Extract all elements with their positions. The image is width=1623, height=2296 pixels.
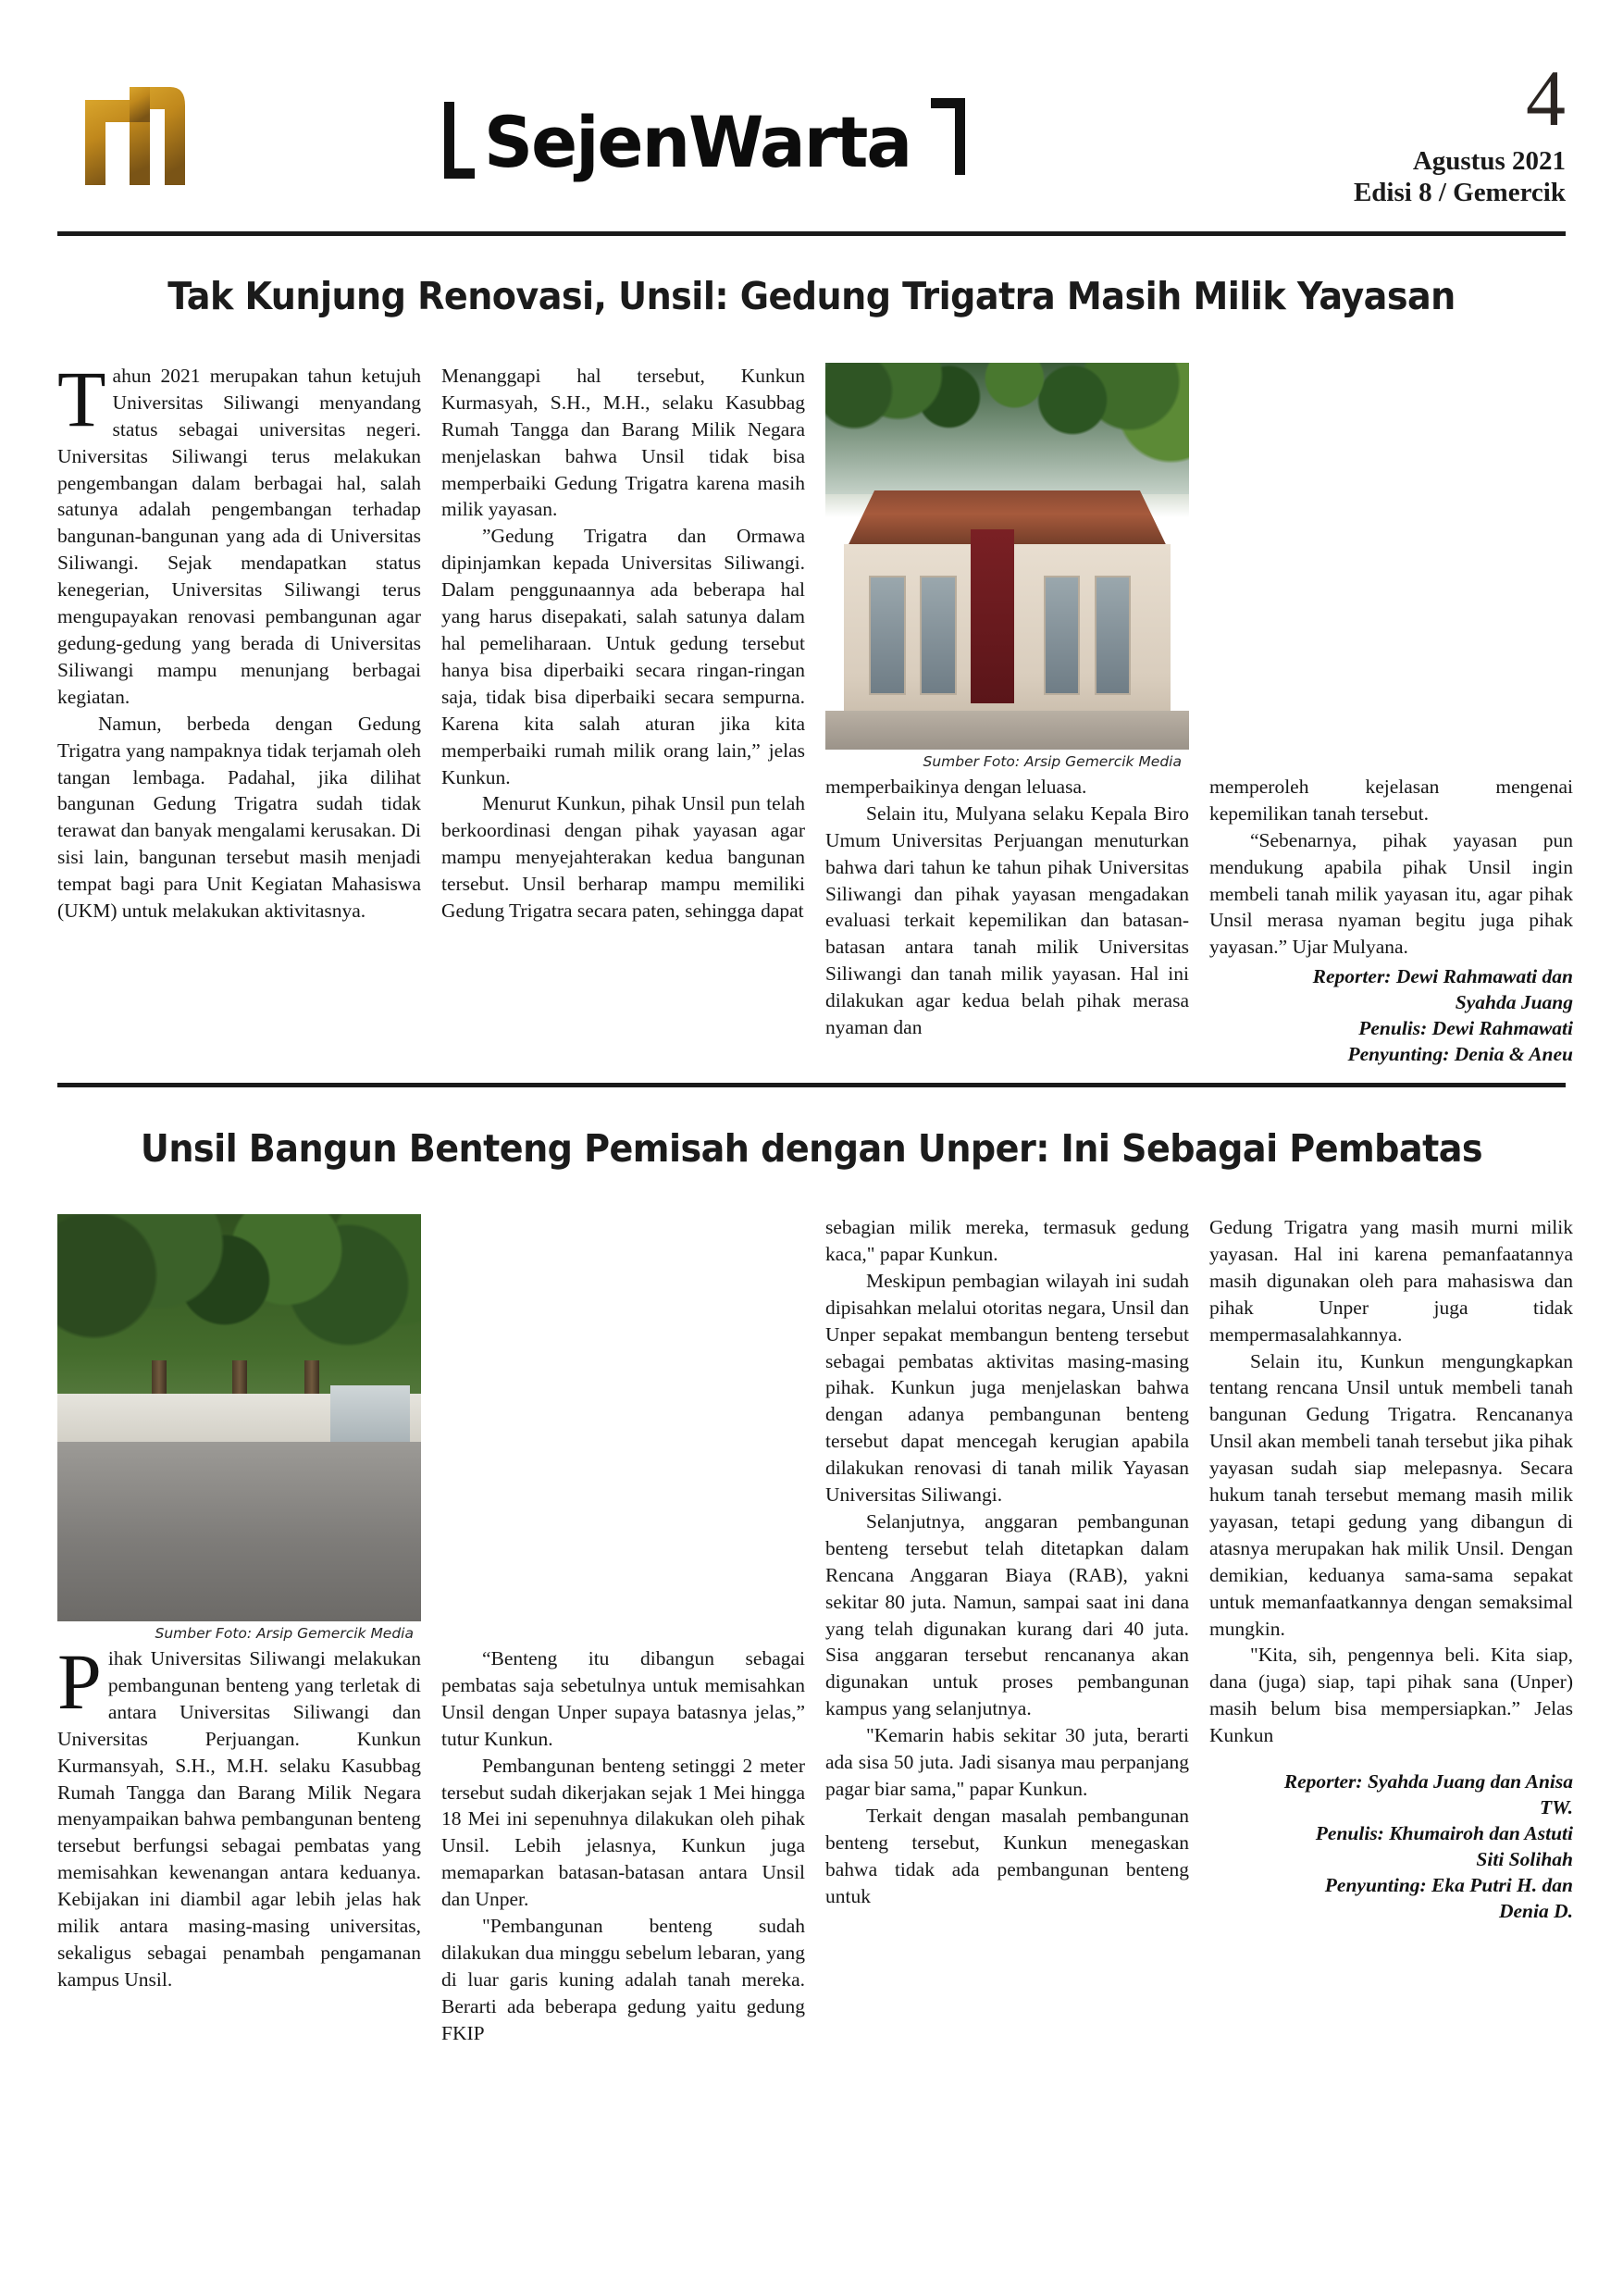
- paragraph: Terkait dengan masalah pembangunan benteng tersebut, Kunkun menegaskan bahwa tidak ada pembangunan benteng untuk: [825, 1804, 1189, 1907]
- sejen-warta-monogram-icon: [81, 81, 211, 188]
- paragraph: “Benteng itu dibangun sebagai pembatas saja sebetulnya untuk memisahkan Unsil dengan Unper supaya batasnya jelas,” tutur Kunkun.: [441, 1646, 805, 1750]
- issue-edition: Edisi 8 / Gemercik: [1353, 178, 1566, 208]
- masthead-info: [1353, 54, 1566, 209]
- byline-line: Penulis: Dewi Rahmawati: [1358, 1017, 1573, 1040]
- byline-line: Penyunting: Denia & Aneu: [1347, 1043, 1573, 1066]
- paragraph: Tahun 2021 merupakan tahun ketujuh Universitas Siliwangi menyandang status sebagai universitas negeri. Universitas Siliwangi terus melakukan pengembangan dalam berbagai hal, salah satunya adalah pengembangan terhadap bangunan-bangunan yang ada di Universitas Siliwangi. Sejak mendapatkan status kenegerian, Universitas Siliwangi terus mengupayakan renovasi pembangunan agar gedung-gedung yang berada di Universitas Siliwangi mampu menunjang berbagai kegiatan.: [57, 354, 421, 708]
- page-number: 4: [1526, 54, 1566, 143]
- masthead-divider: [57, 231, 1566, 236]
- paragraph: "Kita, sih, pengennya beli. Kita siap, dana (juga) siap, tapi pihak sana (Unper) masih belum bisa mempersiapkan.” Jelas Kunkun: [1209, 1644, 1573, 1747]
- byline-line: Penulis: Khumairoh dan Astuti: [1315, 1821, 1573, 1844]
- byline-line: Syahda Juang: [1455, 991, 1573, 1014]
- paragraph: memperoleh kejelasan mengenai kepemilikan tanah tersebut.: [1209, 775, 1573, 825]
- byline-line: Penyunting: Eka Putri H. dan: [1324, 1873, 1573, 1896]
- photo-caption: Sumber Foto: Arsip Gemercik Media: [923, 752, 1182, 770]
- paragraph: Menurut Kunkun, pihak Unsil pun telah berkoordinasi dengan pihak yayasan agar mampu menyejahterakan kedua bangunan tersebut. Unsil berharap mampu memiliki Gedung Trigatra secara paten, sehingga dapat: [441, 792, 805, 923]
- paragraph: Pihak Universitas Siliwangi melakukan pembangunan benteng yang terletak di antara Universitas Siliwangi dan Universitas Perjuangan. Kunkun Kurmansyah, S.H., M.H. selaku Kasubbag Rumah Tangga dan Barang Milik Negara menyampaikan bahwa pembangunan benteng tersebut berfungsi sebagai pembatas yang memisahkan kewenangan antara keduanya. Kebijakan ini diambil agar lebih jelas hak milik antara masing-masing universitas, sekaligus sebagai penambah pengamanan kampus Unsil.: [57, 1636, 421, 1991]
- byline-line: Siti Solihah: [1476, 1847, 1573, 1870]
- article-2-column-3: [825, 1214, 1189, 2047]
- paragraph: “Sebenarnya, pihak yayasan pun mendukung apabila pihak Unsil ingin membeli tanah milik yayasan itu, agar pihak Unsil merasa nyaman begitu juga pihak yayasan.” Ujar Mulyana.: [1209, 828, 1573, 959]
- byline-line: Reporter: Dewi Rahmawati dan: [1312, 965, 1573, 988]
- paragraph: Pembangunan benteng setinggi 2 meter tersebut sudah dikerjakan sejak 1 Mei hingga 18 Mei ini sepenuhnya dilakukan oleh pihak Unsil. Lebih jelasnya, Kunkun juga memaparkan batasan-batasan antara Unsil dan Unper.: [441, 1754, 805, 1911]
- byline-line: Denia D.: [1498, 1899, 1573, 1922]
- byline-line: TW.: [1539, 1796, 1573, 1819]
- article-2-column-4: [1209, 1214, 1573, 2047]
- article-2-column-2: [441, 1214, 805, 2047]
- article-1-column-4: [1209, 363, 1573, 1068]
- article-2-byline: [1209, 1769, 1573, 1925]
- article-2-photo-wrap: [57, 1214, 421, 1642]
- paragraph: Selanjutnya, anggaran pembangunan benteng tersebut telah ditetapkan dalam Rencana Anggaran Biaya (RAB), yakni sekitar 80 juta. Namun, sampai saat ini dana yang telah digunakan kurang dari 40 juta. Sisa anggaran tersebut rencananya akan digunakan untuk proses pembangunan kampus yang selanjutnya.: [825, 1509, 1189, 1720]
- benteng-pemisah-photo: [57, 1214, 421, 1621]
- paragraph: Namun, berbeda dengan Gedung Trigatra yang nampaknya tidak terjamah oleh tangan lembaga. Padahal, jika dilihat bangunan Gedung Trigatra sudah tidak terawat dan banyak mengalami kerusakan. Di sisi lain, bangunan tersebut masih menjadi tempat bagi para Unit Kegiatan Mahasiswa (UKM) untuk melakukan aktivitasnya.: [57, 712, 421, 923]
- issue-date: Agustus 2021: [1412, 146, 1566, 177]
- bracket-left-icon: [444, 102, 475, 179]
- masthead: [0, 0, 1623, 231]
- paragraph: Menanggapi hal tersebut, Kunkun Kurmasyah, S.H., M.H., selaku Kasubbag Rumah Tangga dan Barang Milik Negara menjelaskan bahwa Unsil tidak bisa memperbaiki Gedung Trigatra karena masih milik yayasan.: [441, 364, 805, 521]
- article-2: [0, 1205, 1623, 2047]
- photo-caption: Sumber Foto: Arsip Gemercik Media: [155, 1624, 414, 1642]
- masthead-wordmark: SejenWarta: [484, 101, 911, 184]
- paragraph: "Kemarin habis sekitar 30 juta, berarti ada sisa 50 juta. Jadi sisanya mau perpanjang pagar biar sama," papar Kunkun.: [825, 1724, 1189, 1800]
- article-1-headline: Tak Kunjung Renovasi, Unsil: Gedung Trigatra Masih Milik Yayasan: [167, 274, 1456, 319]
- article-2-column-1: [57, 1214, 421, 2047]
- article-1-photo-wrap: [825, 363, 1189, 770]
- paragraph: Meskipun pembagian wilayah ini sudah dipisahkan melalui otoritas negara, Unsil dan Unper sepakat membangun benteng tersebut sebagai pembatas aktivitas masing-masing pihak. Kunkun juga menjelaskan bahwa dengan adanya pembangunan benteng tersebut dapat mencegah kerugian apabila dilakukan renovasi di tanah milik Yayasan Universitas Siliwangi.: [825, 1269, 1189, 1507]
- article-1-column-3: [825, 363, 1189, 1068]
- article-2-headline: Unsil Bangun Benteng Pemisah dengan Unper: Ini Sebagai Pembatas: [140, 1125, 1483, 1171]
- bracket-right-icon: [931, 98, 965, 175]
- article-1: [0, 354, 1623, 1068]
- paragraph: Gedung Trigatra yang masih murni milik yayasan. Hal ini karena pemanfaatannya masih digunakan oleh para mahasiswa dan pihak Unper juga tidak mempermasalahkannya.: [1209, 1215, 1573, 1346]
- paragraph: ”Gedung Trigatra dan Ormawa dipinjamkan kepada Universitas Siliwangi. Dalam penggunaannya ada beberapa hal yang harus disepakati, salah satunya dalam hal pemeliharaan. Untuk gedung tersebut hanya bisa diperbaiki secara ringan-ringan saja, tidak bisa diperbaiki secara sempurna. Karena kita salah aturan jika kita memperbaiki rumah milik orang lain,” jelas Kunkun.: [441, 525, 805, 788]
- article-1-column-1: [57, 354, 421, 1068]
- paragraph: Selain itu, Kunkun mengungkapkan tentang rencana Unsil untuk membeli tanah bangunan Gedung Trigatra. Rencananya Unsil akan membeli tanah tersebut jika pihak yayasan sudah siap melepasnya. Secara hukum tanah tersebut memang masih milik yayasan, tetapi gedung yang dibangun di atasnya merupakan hak milik Unsil. Dengan demikian, keduanya sama-sama sepakat untuk memanfaatkannya dengan semaksimal mungkin.: [1209, 1349, 1573, 1640]
- article-1-byline: [1209, 964, 1573, 1068]
- gedung-trigatra-photo: [825, 363, 1189, 750]
- paragraph: sebagian milik mereka, termasuk gedung kaca," papar Kunkun.: [825, 1215, 1189, 1265]
- masthead-title: [444, 102, 965, 184]
- article-1-column-2: [441, 363, 805, 1068]
- paragraph: Selain itu, Mulyana selaku Kepala Biro Umum Universitas Perjuangan menuturkan bahwa dari tahun ke tahun pihak Universitas Siliwangi dan pihak yayasan mengadakan evaluasi terkait kepemilikan dan batasan-batasan antara tanah milik Universitas Siliwangi dan tanah milik yayasan. Hal ini dilakukan agar kedua belah pihak merasa nyaman dan: [825, 801, 1189, 1039]
- byline-line: Reporter: Syahda Juang dan Anisa: [1283, 1770, 1573, 1793]
- paragraph: memperbaikinya dengan leluasa.: [825, 775, 1087, 798]
- article-divider: [57, 1083, 1566, 1087]
- issue-info: [1354, 145, 1566, 208]
- paragraph: "Pembangunan benteng sudah dilakukan dua minggu sebelum lebaran, yang di luar garis kuning adalah tanah mereka. Berarti ada beberapa gedung yaitu gedung FKIP: [441, 1915, 805, 2044]
